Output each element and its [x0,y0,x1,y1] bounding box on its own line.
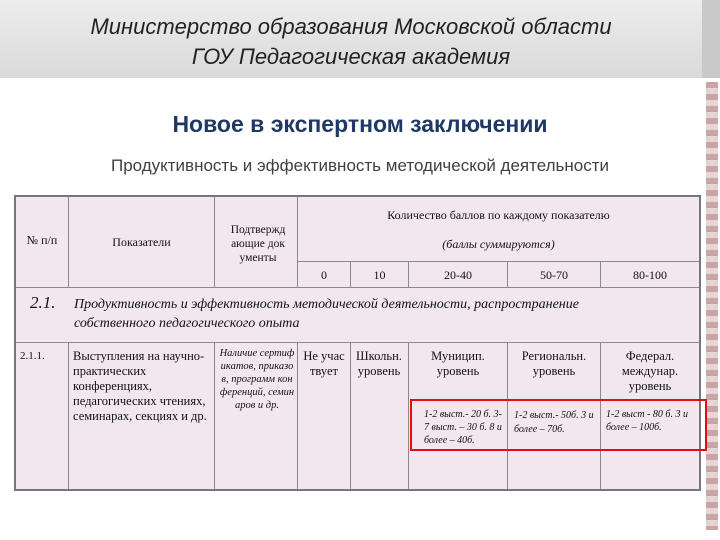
header-points-note: (баллы суммируются) [442,237,555,251]
decorative-side-stripe [706,82,718,530]
level-municipal: Муницип. уровень [431,349,485,378]
row-number: 2.1.1. [20,350,45,362]
header-documents: Подтверждающие документы [230,224,286,264]
details-municipal: 1-2 выст.- 20 б. 3-7 выст. – 30 б. 8 и более – 40б. [424,409,502,446]
section-title: Продуктивность и эффективность методической деятельности, распространение собственного педагогического опыта [74,297,579,331]
header-number: № п/п [26,233,58,247]
details-regional: 1-2 выст.- 50б. 3 и более – 70б. [514,410,594,435]
header-points-title: Количество баллов по каждому показателю [387,208,610,222]
header-indicators: Показатели [112,235,171,249]
score-20-40: 20-40 [444,268,472,282]
row-indicator: Выступления на научно-практических конференциях, педагогических чтениях, семинарах, секциях и др. [73,349,207,423]
level-not-participating: Не участвует [303,349,345,378]
score-0: 0 [321,268,327,282]
header-accent [702,0,720,78]
level-school: Школьн. уровень [356,349,402,378]
row-documents: Наличие сертификатов, приказов, программ конференций, семинаров и др. [219,348,295,411]
highlight-frame [410,399,707,451]
details-federal: 1-2 выст - 80 б. 3 и более – 100б. [606,409,688,433]
score-80-100: 80-100 [633,268,667,282]
section-number: 2.1. [30,293,56,312]
header-academy: ГОУ Педагогическая академия [191,44,511,69]
level-federal: Федерал. междунар. уровень [621,349,679,393]
slide-title: Новое в экспертном заключении [172,111,548,137]
slide-subtitle: Продуктивность и эффективность методической деятельности [110,156,610,175]
level-regional: Региональн. уровень [521,349,587,378]
header-ministry: Министерство образования Московской области [90,14,612,39]
score-50-70: 50-70 [540,268,568,282]
score-10: 10 [373,268,386,282]
